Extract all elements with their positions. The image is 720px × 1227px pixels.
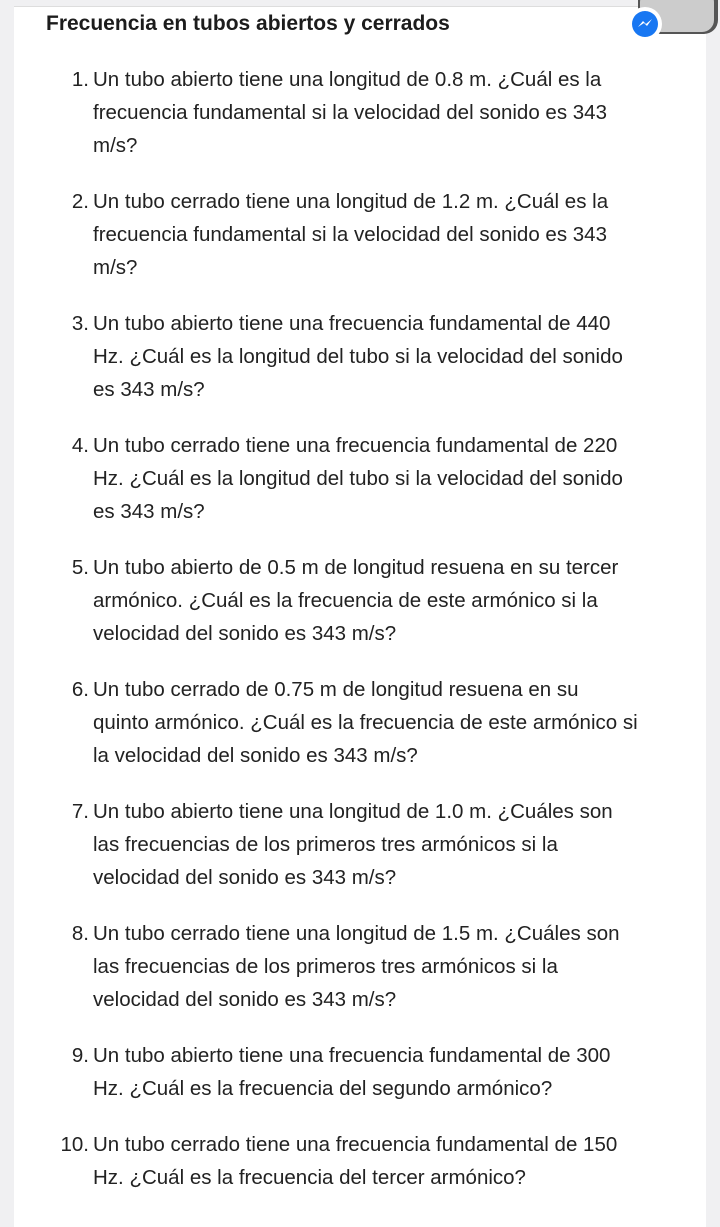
messenger-icon[interactable]: [628, 7, 662, 41]
question-text: Un tubo cerrado de 0.75 m de longitud resuena en su quinto armónico. ¿Cuál es la frecuencia de este armónico si la velocidad del sonido es 343 m/s?: [93, 678, 638, 767]
question-item: 6. Un tubo cerrado de 0.75 m de longitud resuena en su quinto armónico. ¿Cuál es la frecuencia de este armónico si la velocidad del sonido es 343 m/s?: [71, 678, 638, 767]
question-item: 1. Un tubo abierto tiene una longitud de 0.8 m. ¿Cuál es la frecuencia fundamental si la velocidad del sonido es 343 m/s?: [71, 68, 607, 157]
question-text: Un tubo abierto tiene una frecuencia fundamental de 440 Hz. ¿Cuál es la longitud del tubo si la velocidad del sonido es 343 m/s?: [93, 312, 623, 401]
question-text: Un tubo abierto tiene una longitud de 0.8 m. ¿Cuál es la frecuencia fundamental si la velocidad del sonido es 343 m/s?: [93, 68, 607, 157]
question-list: [0, 63, 690, 1217]
question-item: 10. Un tubo cerrado tiene una frecuencia fundamental de 150 Hz. ¿Cuál es la frecuencia del tercer armónico?: [60, 1133, 618, 1189]
question-text: Un tubo cerrado tiene una longitud de 1.2 m. ¿Cuál es la frecuencia fundamental si la velocidad del sonido es 343 m/s?: [93, 190, 609, 279]
question-item: 7. Un tubo abierto tiene una longitud de 1.0 m. ¿Cuáles son las frecuencias de los primeros tres armónicos si la velocidad del sonido es 343 m/s?: [71, 800, 613, 889]
question-text: Un tubo abierto tiene una longitud de 1.0 m. ¿Cuáles son las frecuencias de los primeros tres armónicos si la velocidad del sonido es 343 m/s?: [93, 800, 613, 889]
question-item: 9. Un tubo abierto tiene una frecuencia fundamental de 300 Hz. ¿Cuál es la frecuencia del segundo armónico?: [71, 1044, 611, 1100]
question-item: 8. Un tubo cerrado tiene una longitud de 1.5 m. ¿Cuáles son las frecuencias de los primeros tres armónicos si la velocidad del sonido es 343 m/s?: [71, 922, 620, 1011]
question-item: 5. Un tubo abierto de 0.5 m de longitud resuena en su tercer armónico. ¿Cuál es la frecuencia de este armónico si la velocidad del sonido es 343 m/s?: [71, 556, 619, 645]
question-text: Un tubo cerrado tiene una longitud de 1.5 m. ¿Cuáles son las frecuencias de los primeros tres armónicos si la velocidad del sonido es 343 m/s?: [93, 922, 620, 1011]
question-text: Un tubo cerrado tiene una frecuencia fundamental de 220 Hz. ¿Cuál es la longitud del tubo si la velocidad del sonido es 343 m/s?: [93, 434, 623, 523]
question-text: Un tubo abierto de 0.5 m de longitud resuena en su tercer armónico. ¿Cuál es la frecuencia de este armónico si la velocidad del sonido es 343 m/s?: [93, 556, 619, 645]
question-item: 3. Un tubo abierto tiene una frecuencia fundamental de 440 Hz. ¿Cuál es la longitud del tubo si la velocidad del sonido es 343 m/s?: [71, 312, 623, 401]
question-item: 2. Un tubo cerrado tiene una longitud de 1.2 m. ¿Cuál es la frecuencia fundamental si la velocidad del sonido es 343 m/s?: [71, 190, 609, 279]
question-item: 4. Un tubo cerrado tiene una frecuencia fundamental de 220 Hz. ¿Cuál es la longitud del tubo si la velocidad del sonido es 343 m/s?: [71, 434, 623, 523]
question-text: Un tubo abierto tiene una frecuencia fundamental de 300 Hz. ¿Cuál es la frecuencia del segundo armónico?: [93, 1044, 611, 1100]
question-text: Un tubo cerrado tiene una frecuencia fundamental de 150 Hz. ¿Cuál es la frecuencia del tercer armónico?: [93, 1133, 618, 1189]
document-title: Frecuencia en tubos abiertos y cerrados: [46, 12, 450, 35]
